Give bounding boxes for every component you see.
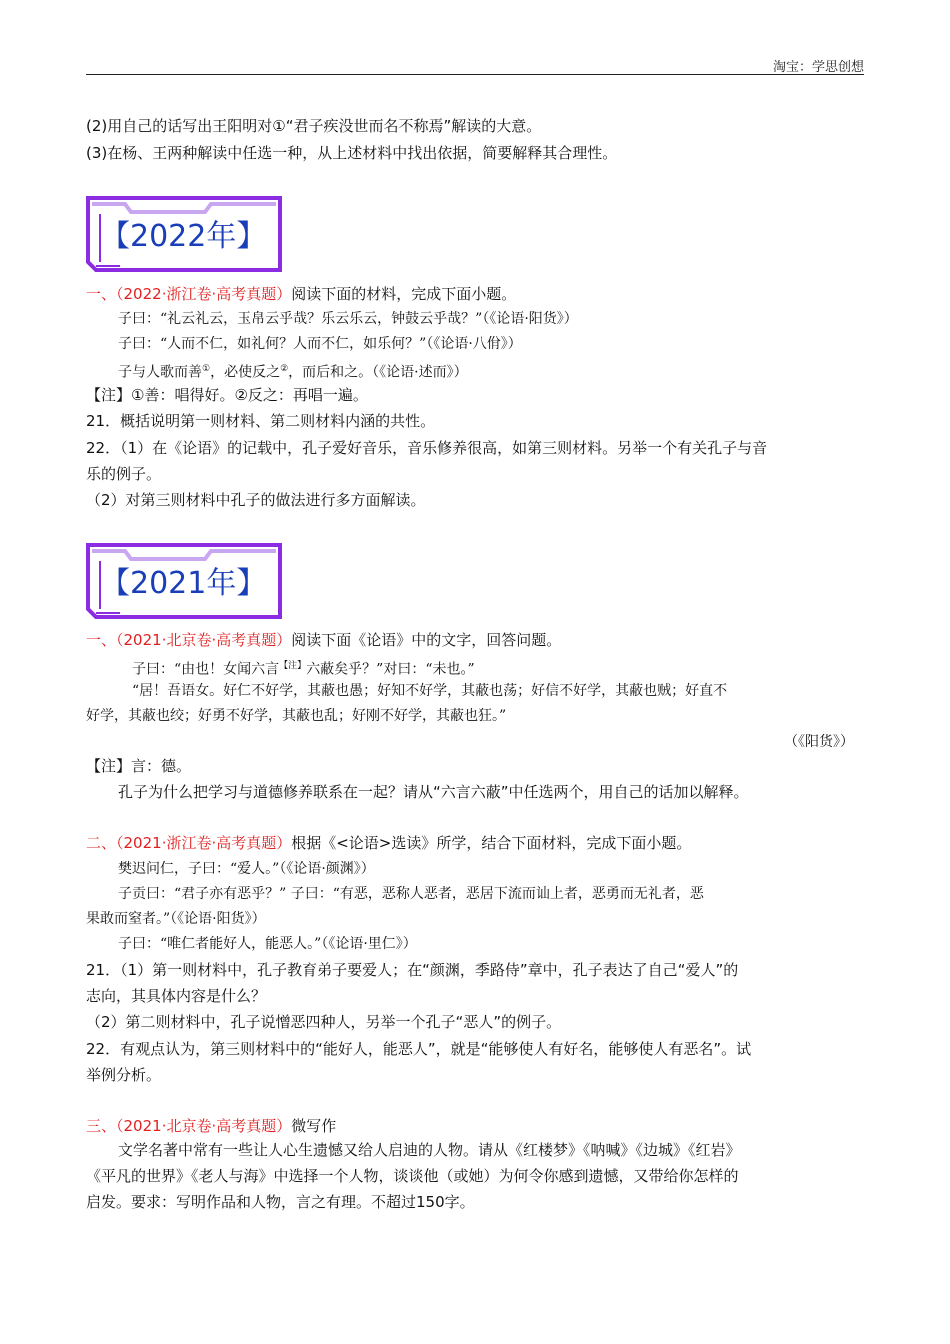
q2022-source: （2022·浙江卷·高考真题） [116,285,292,303]
q2022-m3-part-c: ，而后和之。（《论语·述而》） [288,364,468,381]
q2021-2-q21-line1: 21．（1）第一则材料中，孔子教育弟子要爱人；在“颜渊，季路侍”章中，孔子表达了自己“爱人”的 [86,961,739,979]
q2022-text: 阅读下面的材料，完成下面小题。 [291,285,517,303]
q2022-material-1: 子曰：“礼云礼云，玉帛云乎哉？乐云乐云，钟鼓云乎哉？”（《论语·阳货》） [118,311,578,327]
q2021-2-material-2b: 果敢而窒者。”（《论语·阳货》） [86,911,266,927]
q2022-m3-part-b: ，必使反之 [210,364,281,381]
intro-question-2: (2)用自己的话写出王阳明对①“君子疾没世而名不称焉”解读的大意。 [86,117,542,135]
q2021-1-prefix: 一、 [86,631,117,649]
year-2022-banner [86,196,282,272]
q2022-q22-line2: 乐的例子。 [86,465,162,483]
year-2021-label: 【2021年】 [100,566,267,601]
q2021-2-q21-line2: 志向，其具体内容是什么？ [86,987,267,1005]
q2021-3-line1: 文学名著中常有一些让人心生遗憾又给人启迪的人物。请从《红楼梦》《呐喊》《边城》《红岩》 [118,1141,741,1159]
q2022-material-3 [118,359,468,383]
year-2022-label: 【2022年】 [100,219,267,254]
q2021-2-material-3: 子曰：“唯仁者能好人，能恶人。”（《论语·里仁》） [118,936,417,952]
header-rule [86,74,864,75]
q2021-2-source: （2021·浙江卷·高考真题） [116,834,292,852]
q2021-1-source: （2021·北京卷·高考真题） [116,631,292,649]
q2022-prefix: 一、 [86,285,117,303]
year-2021-banner [86,543,282,619]
q2022-q22-line1: 22．（1）在《论语》的记载中，孔子爱好音乐，音乐修养很高，如第三则材料。另举一个有关孔子与音 [86,439,768,457]
q2022-q22-line3: （2）对第三则材料中孔子的做法进行多方面解读。 [86,491,426,509]
q2022-q21: 21．概括说明第一则材料、第二则材料内涵的共性。 [86,412,436,430]
q2021-2-q22-line2: 举例分析。 [86,1066,162,1084]
page-header: 淘宝：学思创想 [772,60,864,75]
q2021-1-heading [86,630,561,650]
q2021-1-line1-a: 子曰：“由也！女闻六言 [132,661,280,678]
q2022-note: 【注】①善：唱得好。②反之：再唱一遍。 [86,386,368,404]
q2021-1-text: 阅读下面《论语》中的文字，回答问题。 [291,631,562,649]
q2021-2-q21-line3: （2）第二则材料中，孔子说憎恶四种人，另举一个孔子“恶人”的例子。 [86,1013,562,1031]
q2021-3-prefix: 三、 [86,1117,117,1135]
q2021-2-material-2a: 子贡曰：“君子亦有恶乎？” 子曰：“有恶，恶称人恶者，恶居下流而讪上者，恶勇而无礼者，恶 [118,886,704,902]
q2022-m3-part-a: 子与人歌而善 [118,364,202,381]
q2021-1-line1-b: 六蔽矣乎？”对曰：“未也。” [306,661,475,678]
q2021-2-prefix: 二、 [86,834,117,852]
q2021-2-material-1: 樊迟问仁，子曰：“爱人。”（《论语·颜渊》） [118,861,375,877]
q2022-material-2: 子曰：“人而不仁，如礼何？人而不仁，如乐何？”（《论语·八佾》） [118,336,522,352]
q2021-1-line1 [132,656,475,680]
q2021-2-text: 根据《<论语>选读》所学，结合下面材料，完成下面小题。 [291,834,692,852]
q2021-2-q22-line1: 22．有观点认为，第三则材料中的“能好人，能恶人”，就是“能够使人有好名，能够使人有恶名”。试 [86,1040,752,1058]
intro-question-3: (3)在杨、王两种解读中任选一种，从上述材料中找出依据，简要解释其合理性。 [86,144,618,162]
q2021-3-text: 微写作 [291,1117,337,1135]
q2021-1-source-ref: （《阳货》） [784,734,854,750]
q2021-3-line2: 《平凡的世界》《老人与海》中选择一个人物，谈谈他（或她）为何令你感到遗憾，又带给你怎样的 [86,1167,739,1185]
q2021-1-note-mark: 【注】 [279,661,307,671]
q2021-1-line2: “居！吾语女。好仁不好学，其蔽也愚；好知不好学，其蔽也荡；好信不好学，其蔽也贼；好直不 [132,683,728,699]
q2022-m3-sup-2: ② [280,364,289,374]
q2021-3-source: （2021·北京卷·高考真题） [116,1117,292,1135]
q2021-3-heading [86,1116,336,1136]
q2022-m3-sup-1: ① [202,364,211,374]
q2021-3-line3: 启发。要求：写明作品和人物，言之有理。不超过150字。 [86,1193,475,1211]
q2021-2-heading [86,833,691,853]
q2022-heading [86,284,516,304]
q2021-1-note: 【注】言：德。 [86,757,192,775]
q2021-1-line3: 好学，其蔽也绞；好勇不好学，其蔽也乱；好刚不好学，其蔽也狂。” [86,708,507,724]
q2021-1-question: 孔子为什么把学习与道德修养联系在一起？请从“六言六蔽”中任选两个，用自己的话加以解释。 [118,783,749,801]
